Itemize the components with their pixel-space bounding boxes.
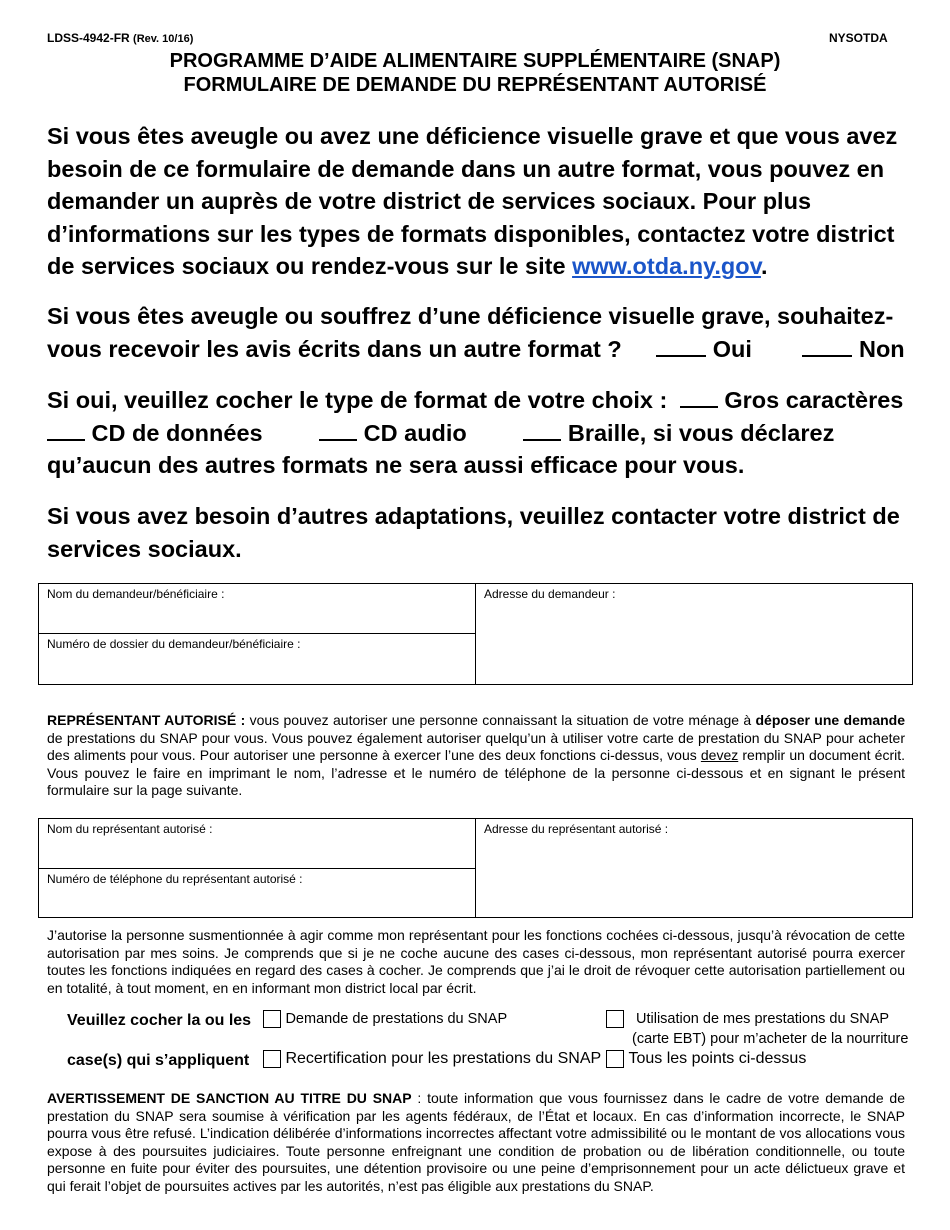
rep-text-e: remplir un document écrit. Vous pouvez le faire en imprimant le nom, l’adresse et le numéro de téléphone de la personne ci-dessous et en signant le présent formulaire sur la page suivante.: [47, 747, 905, 798]
rep-text-c: de prestations du SNAP pour vous. Vous pouvez également autoriser quelqu’un à utiliser votre carte de prestation du SNAP pour acheter des aliments pour vous. Pour autoriser une personne à exercer l’une des deux fonctions ci-dessus, vous: [47, 729, 905, 763]
large-print-blank[interactable]: [680, 386, 718, 408]
notice-text: Si vous êtes aveugle ou avez une déficience visuelle grave et que vous avez besoin de ce formulaire de demande dans un autre format, vous pouvez en demander un auprès de votre district de services sociaux. Pour plus d’informations sur les types de formats disponibles, contactez votre district de services sociaux ou rendez-vous sur le site: [47, 123, 898, 279]
applicant-name-cell[interactable]: [39, 584, 476, 634]
accessibility-notice: Si vous êtes aveugle ou avez une déficience visuelle grave et que vous avez besoin de ce formulaire de demande dans un autre format, vous pouvez en demander un auprès de votre district de services sociaux. Pour plus d’informations sur les types de formats disponibles, contactez votre district de services sociaux ou rendez-vous sur le site www.otda.ny.gov.: [47, 123, 898, 279]
data-cd-blank[interactable]: [47, 419, 85, 441]
penalty-text: : toute information que vous fournissez dans le cadre de votre demande de prestation du SNAP sera soumise à vérification par les agents fédéraux, de l’État et locaux. En cas d’information incorrecte, le SNAP pourra vous être refusé. L’indication délibérée d’informations incorrectes affectant votre admissibilité ou le montant de vos allocations vous expose à des poursuites judiciaires. Toute personne enfreignant une condition de probation ou de libération conditionnelle, ou toute personne en fuite pour éviter des poursuites, une détention provisoire ou une peine d’emprisonnement pour un acte délictueux grave et qui ferait l’objet de poursuites actives par les autorités, n’est pas éligible aux prestations du SNAP.: [47, 1090, 905, 1194]
braille-label: Braille, si vous déclarez: [567, 419, 835, 446]
format-choice: [47, 384, 907, 482]
penalty-warning: [47, 1090, 905, 1195]
applicant-name-label: Nom du demandeur/bénéficiaire :: [47, 587, 225, 601]
page-title-line1: PROGRAMME D’AIDE ALIMENTAIRE SUPPLÉMENTAIRE (SNAP): [169, 50, 781, 72]
data-cd-label: CD de données: [91, 419, 263, 446]
alt-format-question-text: Si vous êtes aveugle ou souffrez d’une déficience visuelle grave, souhaitez-vous recevoir les avis écrits dans un autre format ?: [47, 303, 894, 362]
rep-phone-label: Numéro de téléphone du représentant autorisé :: [47, 872, 303, 886]
agency-label: NYSOTDA: [829, 31, 888, 45]
recertification-checkbox[interactable]: [263, 1050, 281, 1068]
applicant-address-cell[interactable]: [476, 584, 912, 684]
rep-name-cell[interactable]: [39, 819, 476, 869]
rep-address-cell[interactable]: [476, 819, 912, 917]
apply-checkbox[interactable]: [263, 1010, 281, 1028]
all-above-label: Tous les points ci-dessus: [628, 1050, 807, 1068]
authorization-statement: J’autorise la personne susmentionnée à agir comme mon représentant pour les fonctions cochées ci-dessous, jusqu’à révocation de cette autorisation par mes soins. Je comprends que si je ne coche aucune des cases ci-dessous, mon représentant autorisé pourra exercer toutes les fonctions indiquées en regard des cases à cocher. Je comprends que j’ai le droit de révoquer cette autorisation partiellement ou en totalité, à tout moment, en en informant mon district local par écrit.: [47, 927, 905, 996]
rep-text-a: vous pouvez autoriser une personne connaissant la situation de votre ménage à: [245, 712, 756, 728]
other-accommodations: Si vous avez besoin d’autres adaptations, veuillez contacter votre district de services sociaux.: [47, 503, 900, 562]
checkbox-instruction-line2: case(s) qui s’appliquent: [67, 1052, 250, 1069]
representative-table: [38, 818, 913, 918]
rep-text-b: déposer une demande: [755, 712, 906, 728]
applicant-table: [38, 583, 913, 685]
no-blank[interactable]: [802, 335, 852, 357]
apply-option-label: Demande de prestations du SNAP: [285, 1011, 508, 1028]
rep-phone-cell[interactable]: [39, 869, 476, 917]
applicant-case-number-label: Numéro de dossier du demandeur/bénéficiaire :: [47, 637, 301, 651]
recertification-option: [263, 1050, 601, 1068]
use-benefits-option: [606, 1010, 909, 1047]
rep-name-label: Nom du représentant autorisé :: [47, 822, 213, 836]
otda-website-link[interactable]: www.otda.ny.gov: [572, 253, 761, 279]
format-choice-text: Si oui, veuillez cocher le type de format de votre choix :: [47, 387, 668, 413]
all-above-checkbox[interactable]: [606, 1050, 624, 1068]
no-label: Non: [858, 335, 905, 362]
page-title-line2: FORMULAIRE DE DEMANDE DU REPRÉSENTANT AUTORISÉ: [183, 74, 767, 96]
penalty-heading: AVERTISSEMENT DE SANCTION AU TITRE DU SNAP: [47, 1090, 412, 1106]
recertification-label: Recertification pour les prestations du SNAP: [285, 1050, 602, 1068]
rep-address-label: Adresse du représentant autorisé :: [484, 822, 669, 836]
yes-label: Oui: [712, 335, 752, 362]
rep-text-d: devez: [700, 747, 739, 763]
alt-format-question: [47, 300, 907, 365]
all-above-option: [606, 1050, 806, 1068]
form-id: [47, 31, 193, 45]
audio-cd-blank[interactable]: [319, 419, 357, 441]
audio-cd-label: CD audio: [363, 419, 467, 446]
authorized-rep-heading: REPRÉSENTANT AUTORISÉ :: [47, 712, 246, 728]
apply-option: [263, 1010, 507, 1028]
applicant-case-number-cell[interactable]: [39, 634, 476, 684]
yes-blank[interactable]: [656, 335, 706, 357]
braille-blank[interactable]: [523, 419, 561, 441]
authorized-rep-paragraph: [47, 712, 905, 800]
braille-label-cont: qu’aucun des autres formats ne sera aussi efficace pour vous.: [47, 452, 745, 478]
applicant-address-label: Adresse du demandeur :: [484, 587, 616, 601]
use-benefits-label-line1: Utilisation de mes prestations du SNAP: [636, 1011, 890, 1027]
use-benefits-checkbox[interactable]: [606, 1010, 624, 1028]
large-print-label: Gros caractères: [724, 387, 904, 413]
checkbox-instruction-line1: Veuillez cocher la ou les: [67, 1012, 252, 1029]
form-number: LDSS-4942-FR: [47, 31, 130, 45]
use-benefits-label-line2: (carte EBT) pour m’acheter de la nourriture: [632, 1031, 909, 1047]
form-revision: (Rev. 10/16): [133, 33, 194, 45]
